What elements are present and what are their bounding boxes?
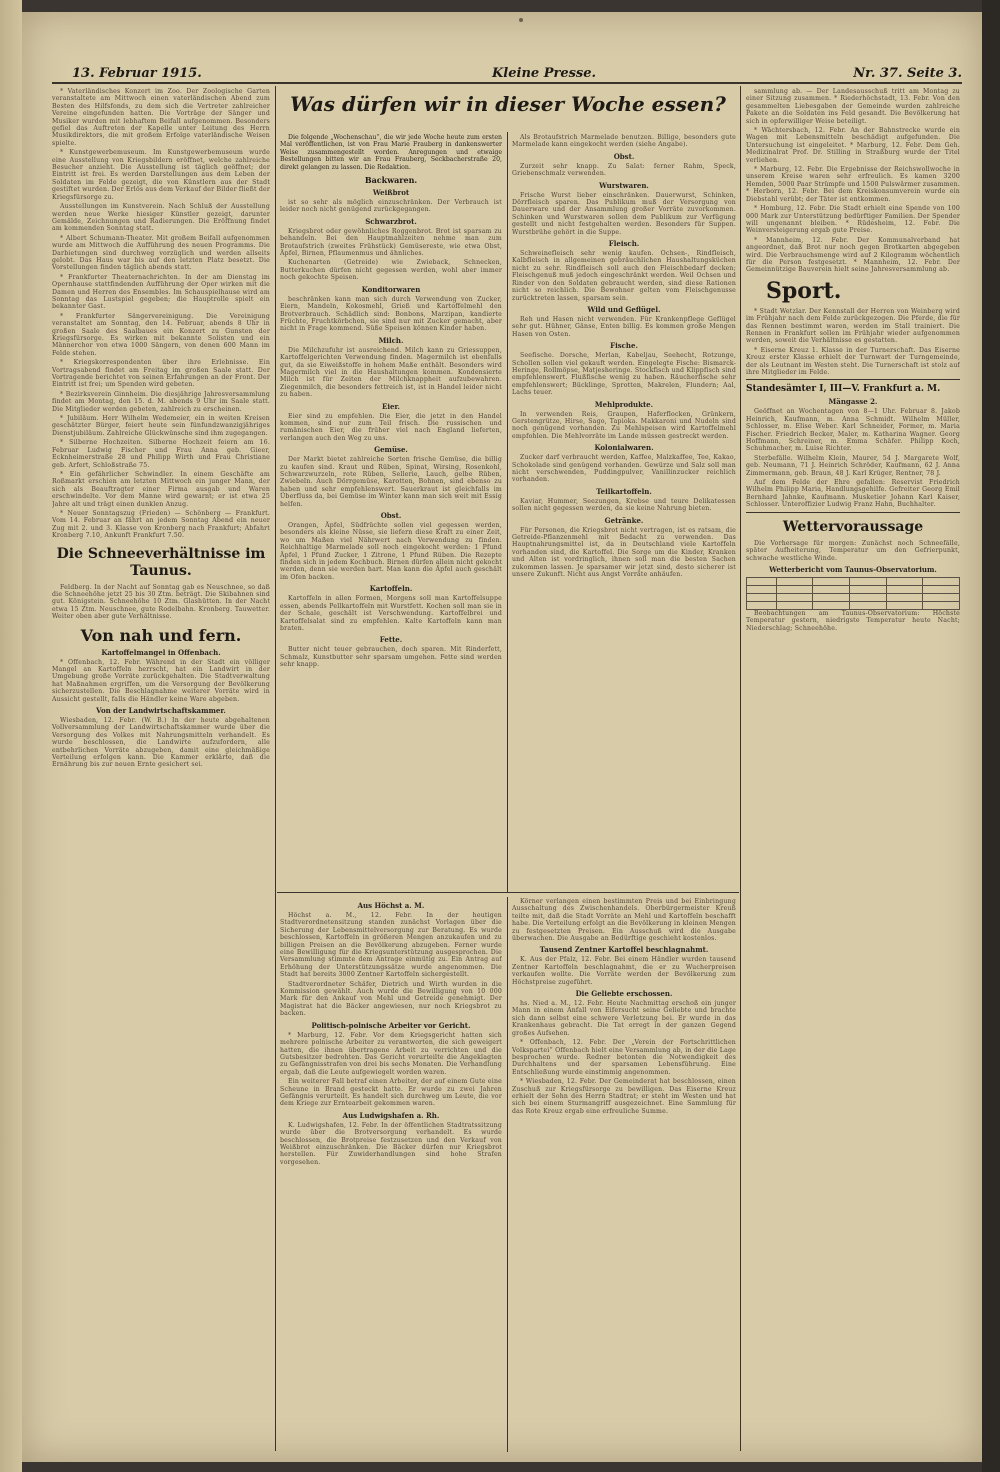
bottom-center-left	[280, 898, 502, 1448]
article-text: Feldberg. In der Nacht auf Sonntag gab es Neuschnee, so daß die Schneehöhe jetzt 25 bis 30 Ztm. beträgt. Die Skibahnen sind gut. Königstein. Schneehöhe 10 Ztm. Glashütten. In der Nacht etwa 15 Ztm. Neuschnee, gute Rodelbahn. Kronberg. Tauwetter. Weiter oben aber gute Verhältnisse.	[52, 583, 270, 621]
article-text: Eier sind zu empfehlen. Die Eier, die jetzt in den Handel kommen, sind nur zum Teil frisch. Die russischen und rumänischen Eier, die früher viel nach England lieferten, verlangen auch den Weg zu uns.	[280, 412, 502, 442]
article-text: Kartoffeln in allen Formen, Morgens soll man Kartoffelsuppe essen, abends Pellkartoffeln mit Wurstfett. Kochen soll man sie in der Schale, geschält ist Verschwendung. Kartoffelbrei und Kartoffelsalat sind zu empfehlen. Kalte Kartoffeln kann man braten.	[280, 595, 502, 632]
article-text: * Neuer Sonntagszug (Frieden) — Schönberg — Frankfurt. Vom 14. Februar an fährt an jedem Sonntag Abend ein neuer Zug mit 2. und 3. Klasse von Kronberg nach Frankfurt; Abfahrt Kronberg 7.10, Ankunft Frankfurt 7.50.	[52, 509, 270, 540]
bottom-center-right	[512, 898, 736, 1448]
article-text: beschränken kann man sich durch Verwendung von Zucker, Eiern, Mandeln, Kokosmehl, Grieß und Kartoffelmehl den Brotverbrauch. Schädlich sind: Bonbons, Marzipan, kandierte Früchte, Fruchtkörbchen, sie sind nur mit Zucker gemacht, aber nicht in Frage kommend. Süße Speisen können Kinder haben.	[280, 295, 502, 333]
article-text: * Ein gefährlicher Schwindler. In einem Geschäfte am Roßmarkt erschien am letzten Mittwoch ein junger Mann, der sich als Beauftragter einer Firma ausgab und Waren erschwindelte. Vor dem Manne wird gewarnt; er ist etwa 25 Jahre alt und trägt einen dunklen Anzug.	[52, 470, 270, 508]
section-heading: Fische.	[610, 341, 638, 351]
article-text: * Offenbach, 12. Febr. Der „Verein der Fortschrittlichen Volkspartei“ Offenbach hielt eine Versammlung ab, in der die Lage besprochen wurde. Redner betonten die Notwendigkeit des Durchhaltens und der sparsamen Lebensführung. Eine Entschließung wurde einstimmig angenommen.	[512, 1039, 736, 1076]
article-text: * Frankfurter Theaternachrichten. In der am Dienstag im Opernhause stattfindenden Aufführung der Oper wirken mit die Damen und Herren des Ensembles. Im Schauspielhause wird am Sonntag das Lustspiel gegeben; die Hauptrolle spielt ein bekannter Gast.	[52, 273, 270, 311]
article-text: * Frankfurter Sängervereinigung. Die Vereinigung veranstaltet am Sonntag, den 14. Februar, abends 8 Uhr in großen Saale des Saalbaues ein Konzert zu Gunsten der Kriegsfürsorge. Es wirken mit bekannte Solisten und ein Männerchor von etwa 1000 Sängern, von denen 600 Mann im Felde stehen.	[52, 312, 270, 357]
section-heading: Fette.	[379, 635, 403, 645]
section-rule	[746, 512, 960, 513]
section-heading: Weißbrot	[372, 188, 410, 198]
weather-subheading: Wetterbericht vom Taunus-Observatorium.	[769, 564, 937, 574]
page-edge-right	[982, 0, 1000, 1472]
section-heading: Milch.	[378, 335, 404, 345]
article-text: * Marburg, 12. Febr. Die Ergebnisse der Reichswollwoche in unserem Kreise waren sehr erfreulich. Es kamen 3200 Hemden, 5000 Paar Strümpfe und 1500 Pulswärmer zusammen. * Herborn, 12. Febr. Bei dem Kreiskonsumverein wurde ein Diebstahl verübt; der Täter ist entkommen.	[746, 166, 960, 203]
article-text: Zurzeit sehr knapp. Zu Salat: ferner Rahm, Speck, Griebenschmalz verwenden.	[512, 162, 736, 178]
article-text: Der Markt bietet zahlreiche Sorten frische Gemüse, die billig zu kaufen sind. Kraut und Rüben, Spinat, Wirsing, Rosenkohl, Schwarzwurzeln, rote Rüben, Sellerie, Lauch, gelbe Rüben, Zwiebeln. Auch Dörrgemüse, Karotten, Bohnen, sind ebenso zu haben und sehr empfehlenswert. Sauerkraut ist gleichfalls im Überfluss da, bei Gemüse im Winter kann man sich weit mit Essig helfen.	[280, 456, 502, 508]
headline-snow-conditions: Die Schneeverhältnisse im Taunus.	[56, 545, 266, 579]
article-text: * Kriegskorrespondenten über ihre Erlebnisse. Ein Vortragsabend findet am Freitag im großen Saale statt. Der Vortragende berichtet von seinen Erfahrungen an der Front. Der Eintritt ist frei; um Spenden wird gebeten.	[52, 359, 270, 389]
article-text: * Marburg, 12. Febr. Vor dem Kriegsgericht hatten sich mehrere polnische Arbeiter zu verantworten, die sich geweigert hatten, die ihnen übertragene Arbeit zu verrichten und die Gutsbesitzer bedrohten. Das Gericht verurteilte die Angeklagten zu Gefängnisstrafen von drei bis sechs Monaten. Die Verhandlung ergab, daß die Leute aufgewiegelt worden waren.	[280, 1031, 502, 1076]
masthead-date: 13. Februar 1915.	[72, 66, 202, 81]
article-text: Beobachtungen am Taunus-Observatorium: Höchste Temperatur gestern, niedrigste Temperatur heute Nacht; Niederschlag; Schneehöhe.	[746, 609, 960, 632]
article-text: Orangen, Äpfel, Südfrüchte sollen viel gegessen werden, besonders als kleine Nüsse, sie liefern diese Kraft zu einer Zeit, wo um Maßen viel Nährwert nach Verwendung zu finden. Reichhaltige Marmelade soll noch eingekocht werden: 1 Pfund Äpfel, 1 Pfund Zucker, 1 Zitrone, 1 Pfund Rüben. Die Rezepte finden sich in jedem Kochbuch. Birnen dürfen allein nicht gekocht werden, denn sie werden hart. Man kann die Äpfel auch geschält im Ofen backen.	[280, 522, 502, 581]
section-heading: Gemüse.	[374, 445, 408, 455]
article-text: Frische Wurst lieber einschränken. Dauerwurst, Schinken, Dörrfleisch sparen. Das Publikum muß der Versorgung von Dauerware und der Ansammlung großer Vorräte zuvorkommen. Schinken und Wurstwaren sollen dem Publikum zur Verfügung gestellt und nicht festgehalten werden. Besonders für Suppen. Wurstbrühe gehört in die Suppe.	[512, 191, 736, 236]
article-text: * Bezirksverein Ginnheim. Die diesjährige Jahresversammlung findet am Montag, den 15. d. M. abends 9 Uhr im Saale statt. Die Mitglieder werden gebeten, zahlreich zu erscheinen.	[52, 390, 270, 413]
punch-hole	[519, 18, 523, 22]
article-text: * Homburg, 12. Febr. Die Stadt erhielt eine Spende von 100 000 Mark zur Unterstützung bedürftiger Familien. Der Spender will ungenannt bleiben. * Rüdesheim, 12. Febr. Die Weinversteigerung ergab gute Preise.	[746, 205, 960, 235]
headline-potatoes-seized: Tausend Zentner Kartoffel beschlagnahmt.	[539, 945, 709, 955]
article-text: Die Vorhersage für morgen: Zunächst noch Schneefälle, später Aufheiterung, Temperatur um den Gefrierpunkt, schwache westliche Winde.	[746, 539, 960, 562]
center-headline-area	[280, 88, 736, 134]
masthead	[52, 64, 962, 84]
center-right-column	[512, 134, 736, 889]
column-divider	[275, 86, 276, 1451]
article-text: Seefische. Dorsche, Merlan, Kabeljau, Seehecht, Rotzunge, Schollen sollen viel gekauft werden. Eingelegte Fische: Bismarck-Heringe, Rollmöpse, Matjesheringe. Stockfisch und Klippfisch sind empfehlenswert. Flußfische wenig zu haben. Räucherfische sehr empfehlenswert; Bücklinge, Sprotten, Makrelen, Flundern; Aal, Lachs teuer.	[512, 352, 736, 397]
column-divider	[507, 132, 508, 892]
section-rule	[277, 892, 739, 893]
headline-lover-shot: Die Geliebte erschossen.	[575, 989, 673, 999]
headline-food-week: Was dürfen wir in dieser Woche essen?	[290, 92, 726, 116]
headline-hoechst: Aus Höchst a. M.	[357, 901, 425, 910]
masthead-paper-name: Kleine Presse.	[492, 66, 597, 81]
article-text: * Wiesbaden, 12. Febr. Der Gemeinderat hat beschlossen, einen Zuschuß zur Kriegsfürsorge zu bewilligen. Das Eiserne Kreuz erhielt der Sohn des Herrn Stadtrat; er steht im Westen und hat sich bei einem Sturmangriff ausgezeichnet. Eine Sammlung für das Rote Kreuz ergab eine erfreuliche Summe.	[512, 1078, 736, 1115]
right-column	[746, 88, 960, 1453]
article-text: * Jubiläum. Herr Wilhelm Wedemeier, ein in weiten Kreisen geschätzter Bürger, feiert heute sein fünfundzwanzigjähriges Dienstjubiläum. Zahlreiche Glückwünsche sind ihm zugegangen.	[52, 415, 270, 437]
article-text: * Albert Schumann-Theater. Mit großem Beifall aufgenommen wurde am Mittwoch die Aufführung des neuen Programms. Die Darbietungen sind durchweg vorzüglich und werden allseits gelobt. Das Haus war bis auf den letzten Platz besetzt. Die Vorstellungen finden täglich abends statt.	[52, 234, 270, 272]
weather-table	[746, 577, 960, 610]
article-text: Geöffnet an Wochentagen von 8—1 Uhr. Februar 8. Jakob Heinrich, Kaufmann, m. Anna Schmidt. Wilhelm Müller, Schlosser, m. Elise Weber. Karl Schneider, Former, m. Maria Fischer. Friedrich Becker, Maler, m. Katharina Wagner. Georg Hoffmann, Schreiner, m. Emma Schäfer. Philipp Koch, Schuhmacher, m. Luise Richter.	[746, 408, 960, 453]
article-text: sammlung ab. — Der Landesausschuß tritt am Montag zu einer Sitzung zusammen. * Riederhöchstadt, 13. Febr. Von den gesammelten Liebesgaben der Gemeinde wurden zahlreiche Pakete an die Soldaten ins Feld gesandt. Die Bevölkerung hat sich in opferwilliger Weise beteiligt.	[746, 88, 960, 125]
civil-registry-subheading: Mängasse 2.	[828, 397, 878, 407]
article-text: * Mannheim, 12. Febr. Der Kommunalverband hat angeordnet, daß Brot nur noch gegen Brotkarten abgegeben wird. Die Verbrauchsmenge wird auf 2 Kilogramm wöchentlich für die Person festgesetzt. * Mannheim, 12. Febr. Der Gemeinnützige Bauverein hielt seine Jahresversammlung ab.	[746, 236, 960, 274]
article-text: Stadtverordneter Schäfer, Dietrich und Wirth wurden in die Kommission gewählt. Auch wurde die Bewilligung von 10 000 Mark für den Ankauf von Mehl und Getreide genehmigt. Der Magistrat hat die Bäcker angewiesen, nur noch Kriegsbrot zu backen.	[280, 980, 502, 1018]
article-text: Die Milchzufuhr ist ausreichend. Milch kann zu Griessuppen, Kartoffelgerichten Verwendung finden. Magermilch ist ebenfalls gut, da sie Eiweißstoffe in hohem Maße enthält. Besonders wird Magermilch viel in die Haushaltungen kommen. Kondensierte Milch ist für Zeiten der Milchknappheit aufzubewahren. Ziegenmilch, die besonders fettreich ist, ist in Handel leider nicht zu haben.	[280, 346, 502, 399]
article-text: Höchst a. M., 12. Febr. In der heutigen Stadtverordnetensitzung standen zunächst Vorlagen über die Sicherung der Lebensmittelversorgung zur Beratung. Es wurde beschlossen, Kartoffeln in größeren Mengen anzukaufen und zu billigen Preisen an die Bevölkerung abzugeben. Ferner wurde eine Bewilligung für die Kriegsunterstützung ausgesprochen. Die Versammlung stimmte dem Antrage einmütig zu. Ein Antrag auf Erhöhung der Unterstützungssätze wurde angenommen. Die Stadt hat bereits 3000 Zentner Kartoffeln sichergestellt.	[280, 912, 502, 979]
article-text: K. Ludwigshafen, 12. Febr. In der öffentlichen Stadtratssitzung wurde über die Brotversorgung verhandelt. Es wurde beschlossen, die Brotpreise festzusetzen und den Verkauf von Weißbrot einzuschränken. Die Bäcker dürfen nur Kriegsbrot herstellen. Für Zuwiderhandlungen sind hohe Strafen vorgesehen.	[280, 1121, 502, 1166]
article-text: Ein weiterer Fall betraf einen Arbeiter, der auf einem Gute eine Scheune in Brand gesteckt hatte. Er wurde zu zwei Jahren Gefängnis verurteilt. Es handelt sich durchweg um Leute, die vor dem Kriege zur Erntearbeit gekommen waren.	[280, 1078, 502, 1108]
civil-registry-heading: Standesämter I, III—V. Frankfurt a. M.	[746, 384, 941, 395]
article-text: * Stadt Wetzlar. Der Kennstall der Herren von Weinberg wird im Frühjahr nach dem Felde zurückgezogen. Die Pferde, die für das Rennen bestimmt waren, werden im Stall trainiert. Die Rennen in Frankfurt sollen im Frühjahr wieder aufgenommen werden, soweit die Verhältnisse es gestatten.	[746, 307, 960, 345]
subhead-potato-shortage: Kartoffelmangel in Offenbach.	[101, 647, 221, 657]
page-edge-left	[0, 0, 22, 1472]
section-heading: Obst.	[380, 511, 402, 521]
section-heading: Wild und Geflügel.	[587, 304, 661, 314]
section-heading: Wurstwaren.	[599, 180, 649, 190]
article-text: Ausstellungen im Kunstverein. Nach Schluß der Ausstellung werden neue Werke hiesiger Künstler gezeigt, darunter Gemälde, Zeichnungen und Radierungen. Die Eröffnung findet am kommenden Sonntag statt.	[52, 203, 270, 233]
sport-heading: Sport.	[766, 277, 842, 304]
article-text: * Wächtersbach, 12. Febr. An der Bahnstrecke wurde ein Wagen mit Lebensmitteln beschädigt aufgefunden. Die Untersuchung ist eingeleitet. * Marburg, 12. Febr. Dem Geh. Medizinalrat Prof. Dr. Stilling in Straßburg wurde der Titel verliehen.	[746, 127, 960, 164]
article-text: Schweinefleisch sehr wenig kaufen. Ochsen-, Rindfleisch, Kalbfleisch in allgemeinen gebräuchlichen Haushaltungsküchen nicht zu sehr. Rindfleisch soll auch den Fleischbedarf decken; Fleischgenuß muß jedoch eingeschränkt werden. Weil Ochsen und Rinder von den Soldaten gebraucht werden, sind diese Rationen nicht so reichlich. Die Bewohner gelten vom Fleischgenusse zurücktreten lassen, sparsam sein.	[512, 250, 736, 302]
subhead-polish-workers: Politisch-polnische Arbeiter vor Gericht.	[311, 1020, 471, 1030]
article-text: Kuchenarten (Getreide) wie Zwieback, Schnecken, Butterkuchen dürfen nicht gegessen werden, wohl aber immer noch gekochte Speisen.	[280, 259, 502, 282]
section-rule	[746, 379, 960, 380]
left-column	[52, 88, 270, 1453]
section-heading: Eier.	[382, 401, 400, 411]
masthead-rule	[52, 82, 962, 84]
article-text: * Silberne Hochzeiten. Silberne Hochzeit feiern am 16. Februar Ludwig Fischer und Frau Anna geb. Gieer, Ecknheimerstraße 28 und Philipp Wirth und Frau Christiane geb. Arfert, Schloßstraße 75.	[52, 439, 270, 469]
section-heading: Teilkartoffeln.	[596, 486, 652, 496]
center-left-column	[280, 134, 502, 889]
article-text: hs. Nied a. M., 12. Febr. Heute Nachmittag erschoß ein junger Mann in einem Anfall von Eifersucht seine Geliebte und brachte sich dann selbst eine schwere Verletzung bei. Er wurde in das Krankenhaus gebracht. Die Tat erregt in der ganzen Gegend großes Aufsehen.	[512, 1000, 736, 1037]
section-heading: Backwaren.	[364, 175, 418, 186]
article-intro: Die folgende „Wochenschau“, die wir jede Woche heute zum ersten Mal veröffentlichen, ist von Frau Marie Frauberg in dankenswerter Weise zusammengestellt worden. Anregungen und etwaige Bestellungen bitten wir an Frau Frauberg, Seckbacherstraße 20, direkt gelangen zu lassen. Die Redaktion.	[280, 134, 502, 171]
column-divider	[740, 86, 741, 1451]
article-text: Kriegsbrot oder gewöhnliches Roggenbrot. Brot ist sparsam zu behandeln. Bei den Hauptmahlzeiten nehme man zum Brotaufstrich (zweites Frühstück) Gemüsereste, wie etwa Obst, Äpfel, Birnen, Pflaumenmus und ähnliches.	[280, 227, 502, 258]
article-text: Reh und Hasen nicht verwenden. Für Krankenpflege Geflügel sehr gut. Hühner, Gänse, Enten billig. Es kommen große Mengen Hasen von Osten.	[512, 315, 736, 338]
article-text: Auf dem Felde der Ehre gefallen: Reservist Friedrich Wilhelm Philipp Maria, Handlungsgehilfe. Gefreiter Georg Emil Bernhard Jahnke, Kaufmann. Musketier Johann Karl Kaiser, Schlosser. Unteroffizier Ludwig Franz Hahn, Buchhalter.	[746, 479, 960, 509]
article-text: Für Personen, die Kriegsbrot nicht vertragen, ist es ratsam, die Getreide-Pflanzenmehl mit Bedacht zu verwenden. Das Hauptnahrungsmittel ist, da in Deutschland viele Kartoffeln vorhanden sind, die Kartoffel. Die Sorge um die Kinder, Kranken und Alten ist vordringlich, ihnen soll man die besten Sachen zukommen lassen. Je sparsamer wir jetzt sind, desto sicherer ist unsere Zukunft. Nicht aus Angst Vorräte anhäufen.	[512, 526, 736, 579]
article-text: K. Aus der Pfalz, 12. Febr. Bei einem Händler wurden tausend Zentner Kartoffeln beschlagnahmt, die er zu Wucherpreisen verkaufen wollte. Die Vorräte werden der Bevölkerung zum Höchstpreise zugeführt.	[512, 956, 736, 986]
article-text: Körner verlangen einen bestimmten Preis und bei Einbringung Ausschaltung des Zwischenhandels. Oberbürgermeister Kreuß teilte mit, daß die Stadt Vorräte an Mehl und Kartoffeln beschafft habe. Die Verteilung erfolgt an die Bevölkerung in kleinen Mengen zu festgesetzten Preisen. Ein Ausschuß wird die Ausgabe überwachen. Die Ausgabe an Bedürftige geschieht kostenlos.	[512, 898, 736, 943]
headline-near-and-far: Von nah und fern.	[80, 625, 242, 645]
article-text: Wiesbaden, 12. Febr. (W. B.) In der heute abgehaltenen Vollversammlung der Landwirtschaftskammer wurde über die Versorgung des Volkes mit Nahrungsmitteln verhandelt. Es wurde beschlossen, die Landwirte aufzufordern, alle entbehrlichen Vorräte abzugeben, damit eine gleichmäßige Verteilung erfolgen kann. Die Kammer erklärte, daß die Ernährung bis zur neuen Ernte gesichert sei.	[52, 717, 270, 769]
article-text: * Eiserne Kreuz 1. Klasse in der Turnerschaft. Das Eiserne Kreuz erster Klasse erhielt der Turnwart der Turngemeinde, der als Leutnant im Westen steht. Die Turnerschaft ist stolz auf ihre Mitglieder im Felde.	[746, 346, 960, 376]
section-heading: Kartoffeln.	[369, 584, 413, 594]
section-heading: Obst.	[613, 151, 635, 161]
section-heading: Kolonialwaren.	[594, 443, 654, 453]
section-heading: Fleisch.	[608, 239, 640, 249]
section-heading: Mehlprodukte.	[594, 399, 654, 409]
article-text: * Offenbach, 12. Febr. Während in der Stadt ein völliger Mangel an Kartoffeln herrscht, hat ein Landwirt in der Umgebung große Vorräte zurückgehalten. Die Stadtverwaltung hat Maßnahmen ergriffen, um die Versorgung der Bevölkerung sicherzustellen. Die Beschlagnahme weiterer Vorräte wird in Aussicht gestellt, falls die Händler keine Ware abgeben.	[52, 658, 270, 703]
column-divider	[507, 897, 508, 1452]
article-text: Zucker darf verbraucht werden, Kaffee, Malzkaffee, Tee, Kakao, Schokolade sind genügend vorhanden. Gewürze und Salz soll man nicht verschwenden, Puddingpulver, Vanillinzucker reichlich vorhanden.	[512, 454, 736, 484]
section-heading: Getränke.	[604, 515, 644, 525]
article-text: Butter nicht teuer gebrauchen, doch sparen. Mit Rinderfett, Schmalz, Kunstbutter sehr sparsam umgehen. Fette sind werden sehr knapp.	[280, 646, 502, 669]
article-text: In verwenden Reis, Graupen, Haferflocken, Grünkern, Gerstengrütze, Hirse, Sago, Tapioka. Makkaroni und Nudeln sind noch genügend vorhanden. Zu Mehlspeisen wird Kartoffelmehl empfohlen. Die Mehlvorräte im Lande müssen gestreckt werden.	[512, 410, 736, 440]
weather-heading: Wettervoraussage	[782, 518, 924, 535]
article-text: ist so sehr als möglich einzuschränken. Der Verbrauch ist leider noch nicht genügend zurückgegangen.	[280, 199, 502, 214]
subhead-agriculture-chamber: Von der Landwirtschaftskammer.	[96, 706, 226, 716]
article-text: Kaviar, Hummer, Seezungen, Krebse und teure Delikatessen sollen nicht gegessen werden, da sie keine Nahrung bieten.	[512, 497, 736, 513]
article-text: Als Brotaufstrich Marmelade benutzen. Billige, besonders gute Marmelade kann eingekocht werden (siehe Angabe).	[512, 134, 736, 149]
newspaper-page	[22, 12, 982, 1462]
article-text: * Vaterländisches Konzert im Zoo. Der Zoologische Garten veranstaltete am Mittwoch einen vaterländischen Abend zum Besten des Hilfsfonds, zu dem sich die Vertreter zahlreicher Vereine eingefunden hatten. Die Vorträge der Sänger und Musiker wurden mit lebhaftem Beifall aufgenommen. Besonders gefiel das Auftreten der Kapelle unter Leitung des Herrn Musikdirektors, die mit großem Erfolge vaterländische Weisen spielte.	[52, 88, 270, 147]
section-heading: Konditorwaren	[361, 284, 421, 294]
masthead-issue: Nr. 37. Seite 3.	[853, 66, 962, 81]
article-text: Sterbefälle. Wilhelm Klein, Maurer, 54 J. Margarete Wolf, geb. Neumann, 71 J. Heinrich Schröder, Kaufmann, 62 J. Anna Zimmermann, geb. Braun, 48 J. Karl Krüger, Rentner, 78 J.	[746, 454, 960, 477]
section-heading: Schwarzbrot.	[365, 216, 417, 226]
headline-ludwigshafen: Aus Ludwigshafen a. Rh.	[342, 1110, 440, 1120]
article-text: * Kunstgewerbemuseum. Im Kunstgewerbemuseum wurde eine Ausstellung von Kriegsbildern eröffnet, welche zahlreiche Besucher anzieht. Die Ausstellung ist täglich geöffnet; der Eintritt ist frei. Es werden Darstellungen aus dem Leben der Soldaten im Felde gezeigt, die von Künstlern aus der Stadt gestiftet wurden. Der Erlös aus dem Verkauf der Bilder fließt der Kriegsfürsorge zu.	[52, 149, 270, 201]
